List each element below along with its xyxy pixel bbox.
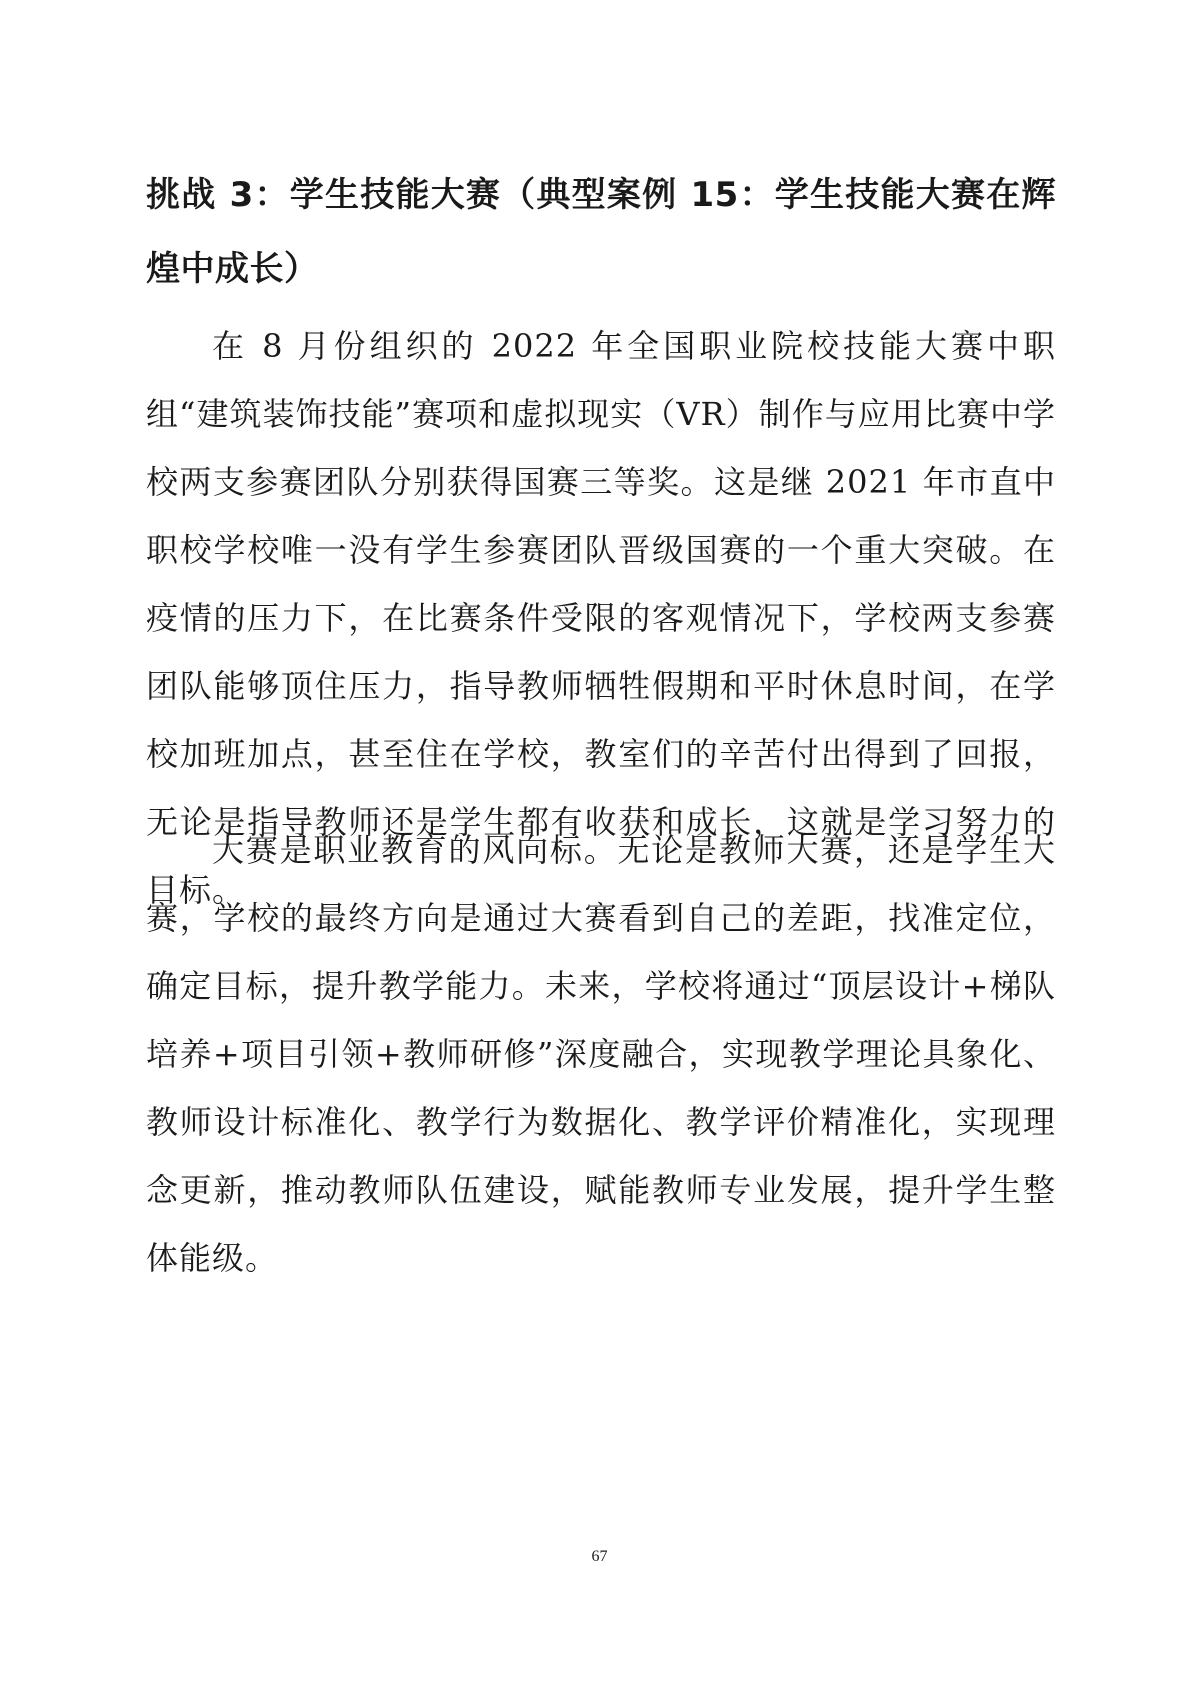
page-number: 67	[591, 1548, 608, 1565]
body-paragraph-2: 大赛是职业教育的风向标。无论是教师大赛，还是学生大赛，学校的最终方向是通过大赛看到自己的差距，找准定位，确定目标，提升教学能力。未来，学校将通过“顶层设计+梯队培养+项目引领+教师研修”深度融合，实现教学理论具象化、教师设计标准化、教学行为数据化、教学评价精准化，实现理念更新，推动教师队伍建设，赋能教师专业发展，提升学生整体能级。	[146, 831, 1056, 1277]
section-heading: 挑战 3：学生技能大赛（典型案例 15：学生技能大赛在辉煌中成长）	[146, 175, 1056, 289]
body-paragraph-1: 在 8 月份组织的 2022 年全国职业院校技能大赛中职组“建筑装饰技能”赛项和虚拟现实（VR）制作与应用比赛中学校两支参赛团队分别获得国赛三等奖。这是继 2021 年市直中职校学校唯一没有学生参赛团队晋级国赛的一个重大突破。在疫情的压力下，在比赛条件受限的客观情况下，学校两支参赛团队能够顶住压力，指导教师牺牲假期和平时休息时间，在学校加班加点，甚至住在学校，教室们的辛苦付出得到了回报，无论是指导教师还是学生都有收获和成长，这就是学习努力的目标。	[146, 327, 1056, 909]
